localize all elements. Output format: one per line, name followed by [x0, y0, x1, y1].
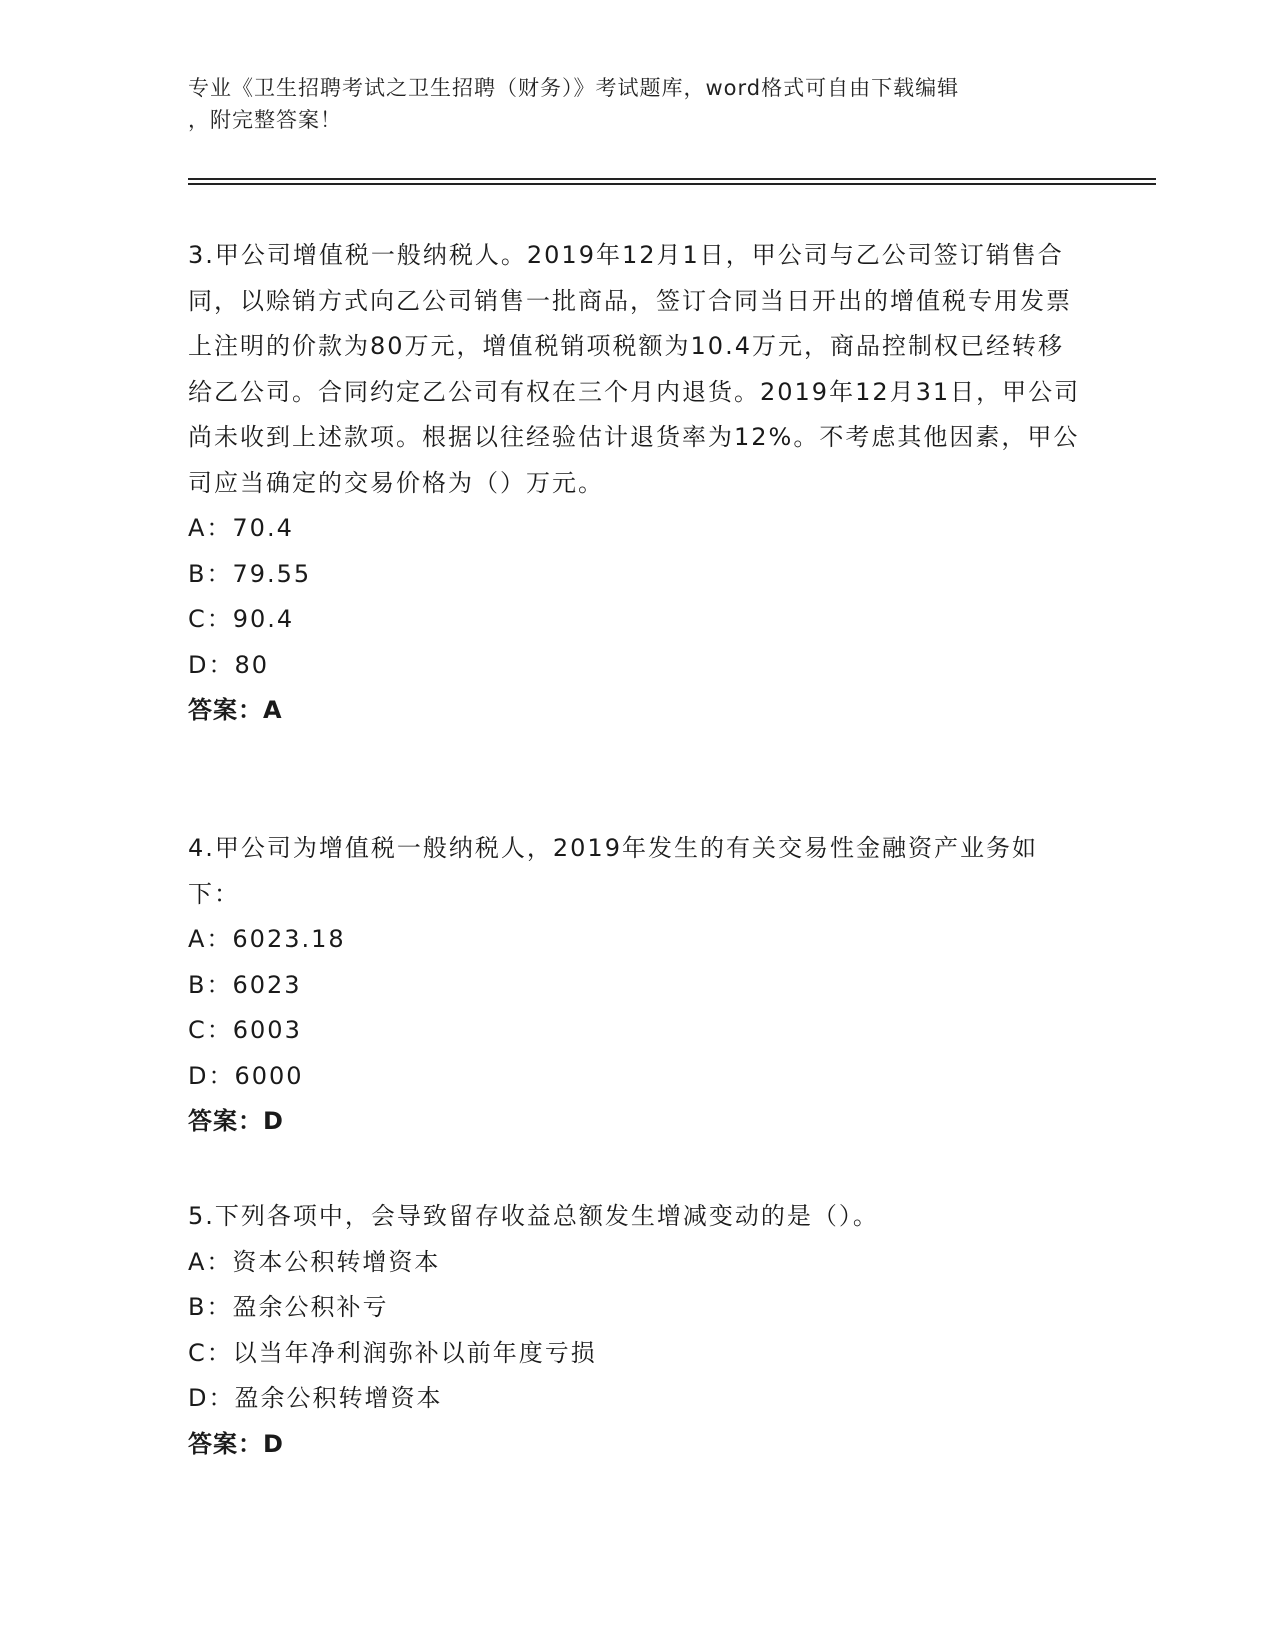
option-a: A：资本公积转增资本: [188, 1247, 441, 1276]
option-b: B：79.55: [188, 559, 312, 588]
answer: 答案：D: [188, 1429, 284, 1458]
option-d: D：6000: [188, 1061, 304, 1090]
option-c: C：以当年净利润弥补以前年度亏损: [188, 1338, 597, 1367]
option-c: C：90.4: [188, 605, 295, 633]
document-header: [188, 72, 1068, 136]
answer: 答案：A: [188, 696, 283, 724]
question-stem: 3.甲公司增值税一般纳税人。2019年12月1日，甲公司与乙公司签订销售合同，以赊销方式向乙公司销售一批商品，签订合同当日开出的增值税专用发票上注明的价款为80万元，增值税销项税额为10.4万元，商品控制权已经转移给乙公司。合同约定乙公司有权在三个月内退货。2019年12月31日，甲公司尚未收到上述款项。根据以往经验估计退货率为12%。不考虑其他因素，甲公司应当确定的交易价格为（）万元。: [188, 241, 1081, 497]
option-b: B：盈余公积补亏: [188, 1293, 389, 1321]
header-line-2: ，附完整答案！: [188, 108, 342, 132]
question-stem: 4.甲公司为增值税一般纳税人，2019年发生的有关交易性金融资产业务如下：: [188, 834, 1038, 908]
question-stem: 5.下列各项中，会导致留存收益总额发生增减变动的是（）。: [188, 1202, 879, 1230]
header-divider-top: [188, 178, 1156, 180]
option-a: A：6023.18: [188, 925, 346, 953]
header-line-1: 专业《卫生招聘考试之卫生招聘（财务）》考试题库，word格式可自由下载编辑: [188, 76, 960, 100]
answer: 答案：D: [188, 1107, 284, 1135]
option-d: D：80: [188, 650, 270, 679]
option-d: D：盈余公积转增资本: [188, 1384, 443, 1412]
question-3: [188, 233, 1088, 734]
option-a: A：70.4: [188, 514, 294, 542]
option-c: C：6003: [188, 1016, 302, 1044]
header-divider-bottom: [188, 183, 1156, 185]
question-5: [188, 1194, 1088, 1467]
option-b: B：6023: [188, 970, 302, 999]
question-4: [188, 826, 1088, 1145]
